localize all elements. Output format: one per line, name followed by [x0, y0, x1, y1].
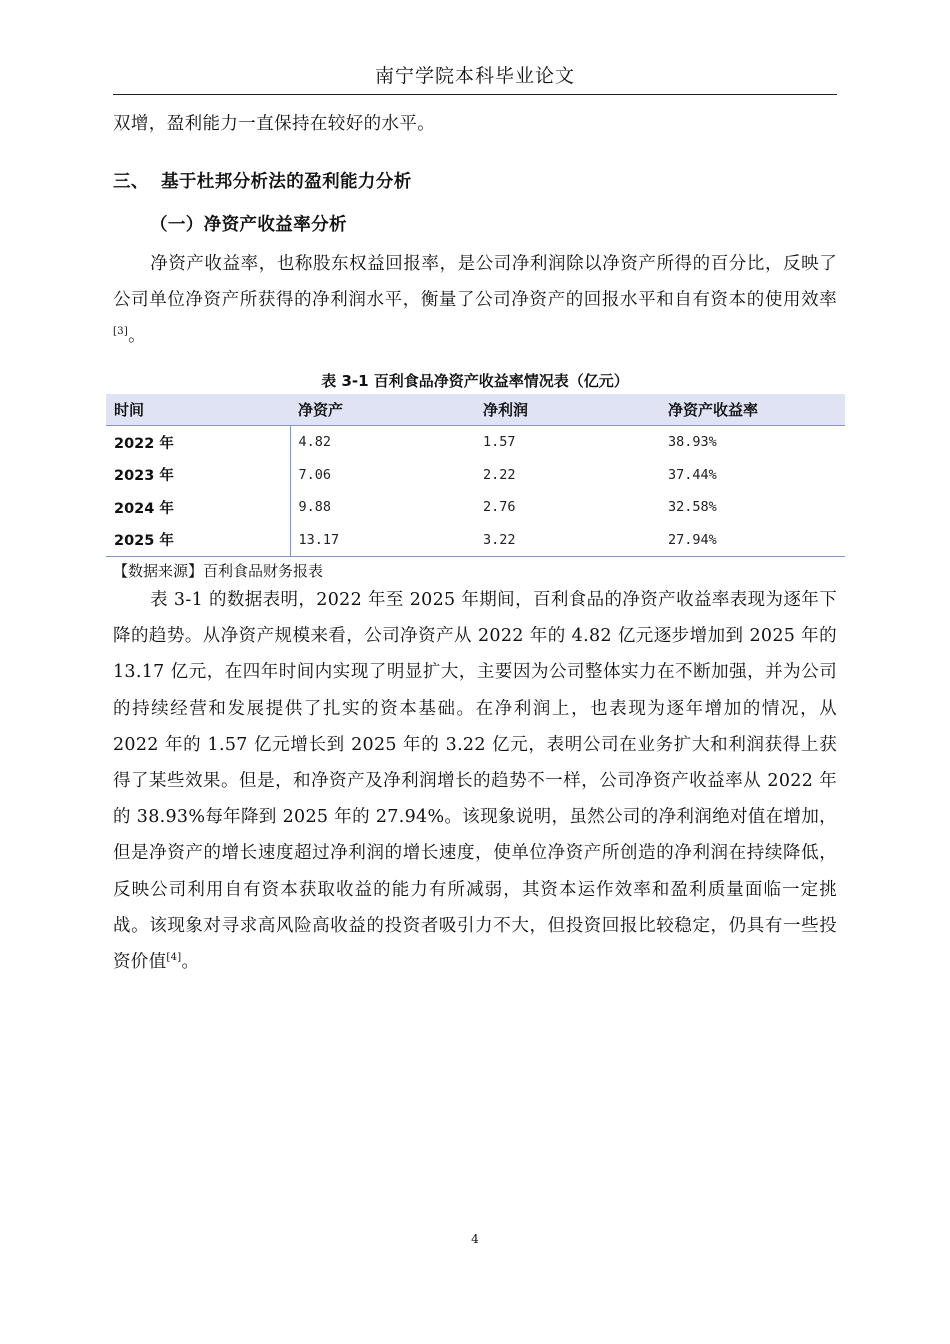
cell-net-profit: 2.22 [483, 466, 516, 483]
cell-year: 2025 年 [106, 524, 290, 557]
cell-net-profit: 1.57 [483, 434, 516, 451]
citation-4: [4] [166, 952, 182, 964]
cell-roe: 32.58% [668, 499, 717, 516]
table-caption: 表 3-1 百利食品净资产收益率情况表（亿元） [321, 372, 629, 390]
cell-net-assets: 9.88 [298, 499, 332, 516]
cell-roe: 37.44% [668, 466, 717, 483]
running-header: 南宁学院本科毕业论文 [374, 65, 575, 87]
cell-net-profit: 2.76 [483, 499, 516, 516]
intro-line: 双增，盈利能力一直保持在较好的水平。 [113, 114, 436, 134]
cell-net-assets: 7.06 [298, 466, 332, 483]
header-roe: 净资产收益率 [660, 394, 845, 426]
paragraph-2: 表 3-1 的数据表明，2022 年至 2025 年期间，百利食品的净资产收益率表现为逐年下降的趋势。从净资产规模来看，公司净资产从 2022 年的 4.82 亿元逐步增加到 2025 年的 13.17 亿元，在四年时间内实现了明显扩大，主要因为公司整体实力在不断加强，并为公司的持续经营和发展提供了扎实的资本基础。在净利润上，也表现为逐年增加的情况，从 2022 年的 1.57 亿元增长到 2025 年的 3.22 亿元，表明公司在业务扩大和利润获得上获得了某些效果。但是，和净资产及净利润增长的趋势不一样，公司净资产收益率从 2022 年的 38.93%每年降到 2025 年的 27.94%。该现象说明，虽然公司的净利润绝对值在增加，但是净资产的增长速度超过净利润的增长速度，使单位净资产所创造的净利润在持续降低，反映公司利用自有资本获取收益的能力有所减弱，其资本运作效率和盈利质量面临一定挑战。该现象对寻求高风险高收益的投资者吸引力不大，但投资回报比较稳定，仍具有一些投资价值[4]。 [113, 590, 837, 973]
section-number: 三、 [113, 172, 149, 192]
paragraph-1-text: 净资产收益率，也称股东权益回报率，是公司净利润除以净资产所得的百分比，反映了公司单位净资产所获得的净利润水平，衡量了公司净资产的回报水平和自有资本的使用效率 [113, 254, 837, 311]
paragraph-2-text: 表 3-1 的数据表明，2022 年至 2025 年期间，百利食品的净资产收益率表现为逐年下降的趋势。从净资产规模来看，公司净资产从 2022 年的 4.82 亿元逐步增加到 2025 年的 13.17 亿元，在四年时间内实现了明显扩大，主要因为公司整体实力在不断加强，并为公司的持续经营和发展提供了扎实的资本基础。在净利润上，也表现为逐年增加的情况，从 2022 年的 1.57 亿元增长到 2025 年的 3.22 亿元，表明公司在业务扩大和利润获得上获得了某些效果。但是，和净资产及净利润增长的趋势不一样，公司净资产收益率从 2022 年的 38.93%每年降到 2025 年的 27.94%。该现象说明，虽然公司的净利润绝对值在增加，但是净资产的增长速度超过净利润的增长速度，使单位净资产所创造的净利润在持续降低，反映公司利用自有资本获取收益的能力有所减弱，其资本运作效率和盈利质量面临一定挑战。该现象对寻求高风险高收益的投资者吸引力不大，但投资回报比较稳定，仍具有一些投资价值 [113, 590, 837, 973]
section-heading [113, 168, 837, 196]
table-row [106, 491, 845, 524]
cell-year: 2024 年 [106, 491, 290, 524]
header-net-profit: 净利润 [475, 394, 660, 426]
table-row [106, 426, 845, 459]
cell-year: 2023 年 [106, 459, 290, 492]
header-time: 时间 [106, 394, 290, 426]
table-row [106, 459, 845, 492]
citation-3: [3] [113, 326, 129, 338]
cell-roe: 27.94% [660, 524, 845, 557]
cell-year: 2022 年 [106, 426, 290, 459]
paragraph-1: 净资产收益率，也称股东权益回报率，是公司净利润除以净资产所得的百分比，反映了公司单位净资产所获得的净利润水平，衡量了公司净资产的回报水平和自有资本的使用效率[3]。 [113, 254, 837, 347]
table-header-row [106, 394, 845, 426]
cell-roe: 38.93% [668, 434, 717, 451]
cell-net-assets: 13.17 [290, 524, 475, 557]
cell-net-assets: 4.82 [298, 434, 332, 451]
header-net-assets: 净资产 [290, 394, 475, 426]
page-number: 4 [471, 1232, 479, 1246]
section-title: 基于杜邦分析法的盈利能力分析 [161, 172, 412, 192]
header-rule [113, 94, 837, 95]
cell-net-profit: 3.22 [475, 524, 660, 557]
subsection-heading: （一）净资产收益率分析 [150, 215, 347, 235]
table-source-note: 【数据来源】百利食品财务报表 [113, 562, 324, 580]
roe-table [106, 394, 845, 557]
table-row [106, 524, 845, 557]
